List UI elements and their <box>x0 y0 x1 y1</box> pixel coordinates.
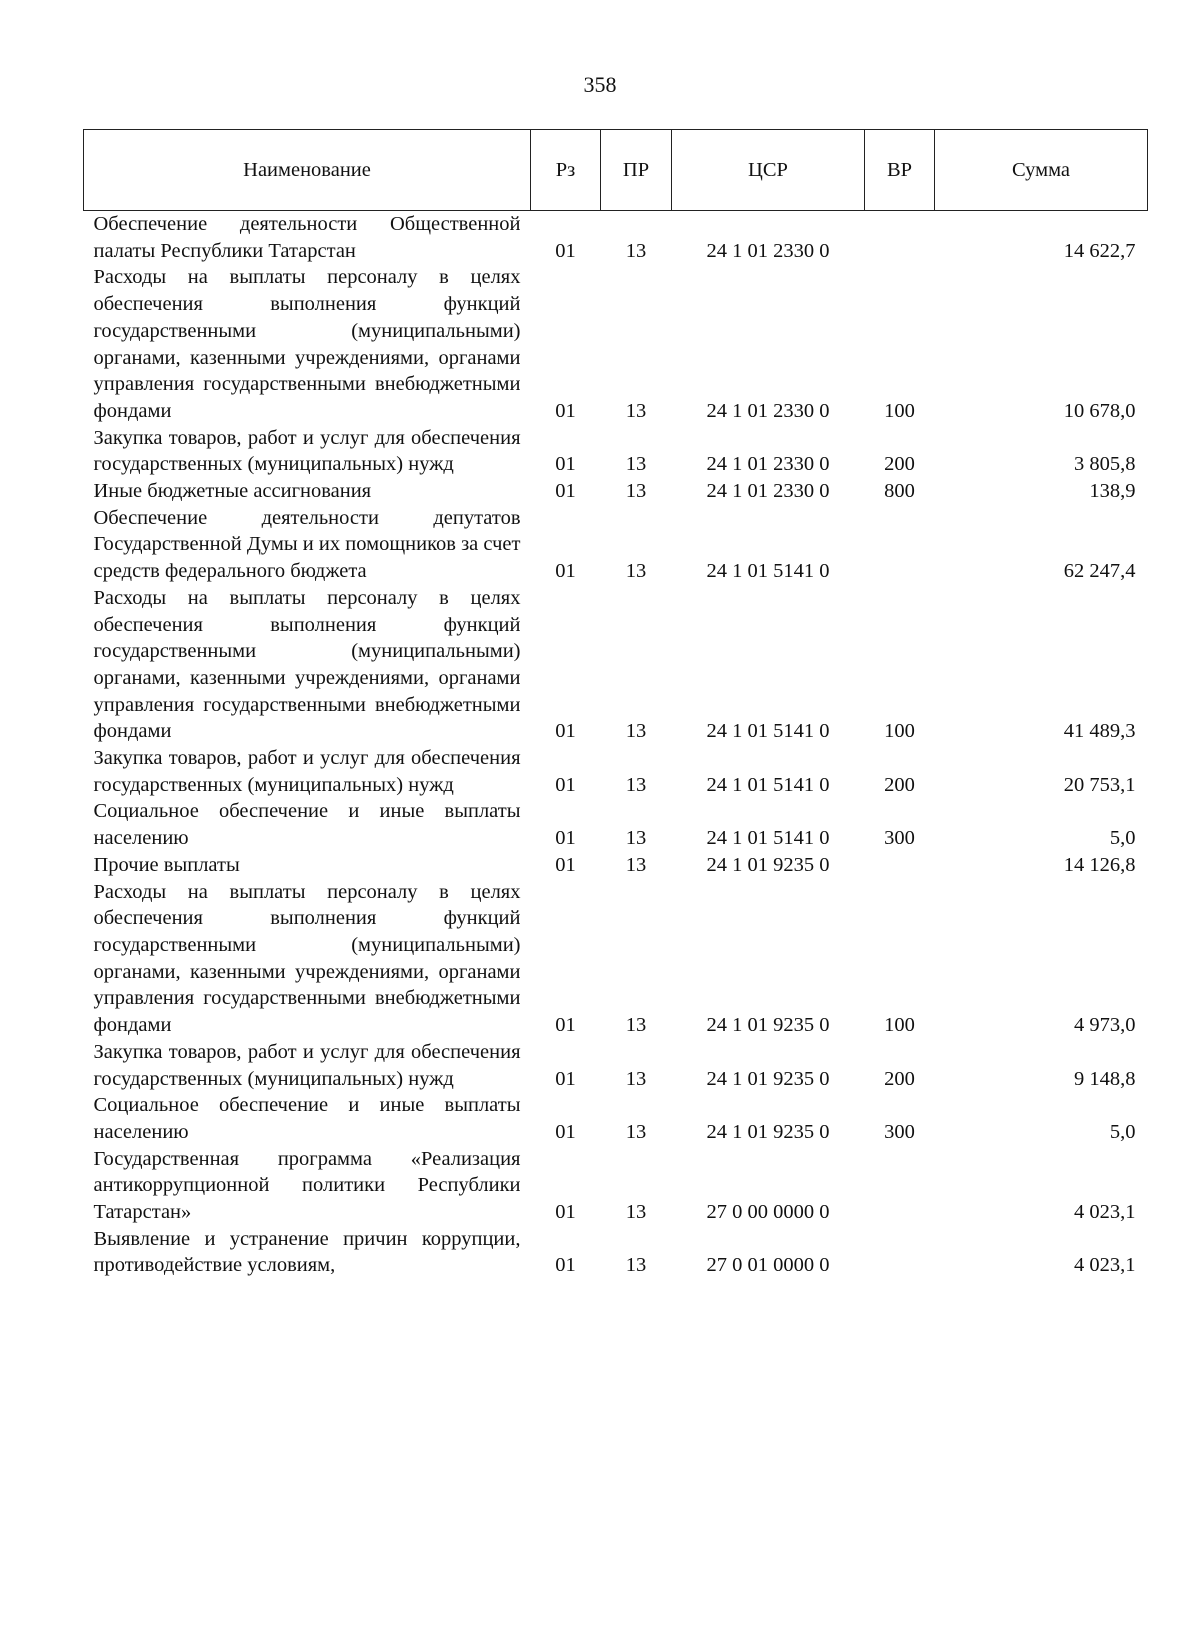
cell-rz: 01 <box>555 399 576 422</box>
cell-sum: 5,0 <box>1109 827 1136 850</box>
table-header <box>84 130 1148 211</box>
cell-pr: 13 <box>625 1254 647 1277</box>
cell-vr: 300 <box>884 827 915 850</box>
cell-vr <box>865 1226 935 1279</box>
cell-csr: 27 0 00 0000 0 <box>706 1201 830 1224</box>
table-row <box>84 798 1148 851</box>
cell-csr: 24 1 01 5141 0 <box>706 720 830 743</box>
cell-name: Закупка товаров, работ и услуг для обеспечения государственных (муниципальных) нужд <box>93 426 521 476</box>
cell-name: Обеспечение деятельности Общественной палаты Республики Татарстан <box>93 213 521 262</box>
cell-sum: 14 622,7 <box>1063 239 1136 262</box>
cell-name: Обеспечение деятельности депутатов Государственной Думы и их помощников за счет средств федерального бюджета <box>93 506 521 583</box>
cell-pr: 13 <box>625 720 647 743</box>
cell-sum: 20 753,1 <box>1063 773 1136 796</box>
cell-csr: 24 1 01 9235 0 <box>706 1120 830 1143</box>
cell-name: Расходы на выплаты персоналу в целях обеспечения выполнения функций государственными (муниципальными) органами, казенными учреждениями, органами управления государственными внебюджетными фондами <box>93 586 521 743</box>
cell-name: Социальное обеспечение и иные выплаты населению <box>93 800 521 850</box>
cell-rz: 01 <box>555 827 576 850</box>
cell-vr <box>865 1146 935 1226</box>
cell-name: Государственная программа «Реализация антикоррупционной политики Республики Татарстан» <box>93 1147 521 1224</box>
header-rz: Рз <box>531 130 601 211</box>
cell-pr: 13 <box>625 827 647 850</box>
cell-sum: 62 247,4 <box>1063 560 1136 583</box>
header-name: Наименование <box>84 130 531 211</box>
header-vr: ВР <box>865 130 935 211</box>
cell-sum: 9 148,8 <box>1074 1067 1136 1090</box>
table-row <box>84 478 1148 505</box>
cell-name: Расходы на выплаты персоналу в целях обеспечения выполнения функций государственными (муниципальными) органами, казенными учреждениями, органами управления государственными внебюджетными фондами <box>93 266 521 422</box>
table-row <box>84 264 1148 424</box>
cell-rz: 01 <box>555 560 576 583</box>
cell-pr: 13 <box>625 560 647 583</box>
table-row <box>84 852 1148 879</box>
header-sum: Сумма <box>935 130 1148 211</box>
cell-csr: 24 1 01 2330 0 <box>706 239 830 262</box>
cell-csr: 24 1 01 9235 0 <box>706 1067 830 1090</box>
cell-name: Выявление и устранение причин коррупции, противодействие условиям, <box>93 1227 521 1277</box>
cell-pr: 13 <box>625 1014 647 1037</box>
cell-csr: 24 1 01 5141 0 <box>706 560 830 583</box>
table-row <box>84 745 1148 798</box>
cell-csr: 24 1 01 2330 0 <box>706 453 830 476</box>
cell-vr: 800 <box>884 480 915 503</box>
budget-table <box>83 129 1148 1279</box>
cell-name: Расходы на выплаты персоналу в целях обеспечения выполнения функций государственными (муниципальными) органами, казенными учреждениями, органами управления государственными внебюджетными фондами <box>93 880 521 1037</box>
table-body <box>84 211 1148 1280</box>
cell-rz: 01 <box>555 1067 576 1090</box>
cell-sum: 41 489,3 <box>1063 720 1136 743</box>
table-row <box>84 585 1148 745</box>
cell-csr: 24 1 01 5141 0 <box>706 827 830 850</box>
table-row <box>84 505 1148 585</box>
page-number: 358 <box>583 72 617 97</box>
cell-vr <box>865 852 935 879</box>
cell-rz: 01 <box>555 773 576 796</box>
cell-rz: 01 <box>555 453 576 476</box>
cell-vr: 300 <box>884 1120 915 1143</box>
cell-name: Иные бюджетные ассигнования <box>93 480 372 503</box>
cell-rz: 01 <box>555 239 576 262</box>
cell-vr: 200 <box>884 773 915 796</box>
cell-vr <box>865 505 935 585</box>
cell-name: Прочие выплаты <box>93 853 240 876</box>
cell-pr: 13 <box>625 1120 647 1143</box>
cell-pr: 13 <box>625 239 647 262</box>
cell-name: Социальное обеспечение и иные выплаты населению <box>93 1094 521 1143</box>
cell-csr: 24 1 01 2330 0 <box>706 399 830 422</box>
cell-sum: 10 678,0 <box>1063 399 1136 422</box>
cell-pr: 13 <box>625 453 647 476</box>
cell-csr: 24 1 01 5141 0 <box>706 773 830 796</box>
table-row <box>84 1226 1148 1279</box>
cell-csr: 24 1 01 2330 0 <box>706 480 830 503</box>
cell-sum: 4 023,1 <box>1074 1201 1136 1224</box>
cell-rz: 01 <box>555 480 576 503</box>
table-row <box>84 425 1148 478</box>
cell-rz: 01 <box>555 1254 576 1277</box>
cell-sum: 138,9 <box>1089 480 1136 503</box>
cell-sum: 14 126,8 <box>1063 853 1136 876</box>
cell-sum: 5,0 <box>1109 1120 1136 1143</box>
cell-name: Закупка товаров, работ и услуг для обеспечения государственных (муниципальных) нужд <box>93 1040 521 1090</box>
cell-vr: 100 <box>884 1014 915 1037</box>
cell-vr: 100 <box>884 399 915 422</box>
cell-vr: 200 <box>884 1067 915 1090</box>
cell-csr: 27 0 01 0000 0 <box>706 1254 830 1277</box>
cell-rz: 01 <box>555 1120 576 1143</box>
cell-name: Закупка товаров, работ и услуг для обеспечения государственных (муниципальных) нужд <box>93 747 521 796</box>
cell-rz: 01 <box>555 1201 576 1224</box>
cell-pr: 13 <box>625 773 647 796</box>
header-row <box>84 130 1148 211</box>
cell-csr: 24 1 01 9235 0 <box>706 853 830 876</box>
cell-vr: 100 <box>884 720 915 743</box>
cell-sum: 3 805,8 <box>1074 453 1136 476</box>
cell-pr: 13 <box>625 1201 647 1224</box>
cell-vr <box>865 211 935 265</box>
cell-pr: 13 <box>625 480 647 503</box>
table-row <box>84 1092 1148 1145</box>
header-csr: ЦСР <box>672 130 865 211</box>
header-pr: ПР <box>601 130 672 211</box>
table-row <box>84 1146 1148 1226</box>
cell-rz: 01 <box>555 853 576 876</box>
table-row <box>84 211 1148 265</box>
cell-pr: 13 <box>625 1067 647 1090</box>
cell-sum: 4 023,1 <box>1074 1254 1136 1277</box>
cell-vr: 200 <box>884 453 915 476</box>
table-row <box>84 879 1148 1039</box>
cell-pr: 13 <box>625 853 647 876</box>
cell-csr: 24 1 01 9235 0 <box>706 1014 830 1037</box>
table-row <box>84 1039 1148 1092</box>
cell-sum: 4 973,0 <box>1074 1014 1136 1037</box>
cell-rz: 01 <box>555 1014 576 1037</box>
cell-pr: 13 <box>625 399 647 422</box>
cell-rz: 01 <box>555 720 576 743</box>
